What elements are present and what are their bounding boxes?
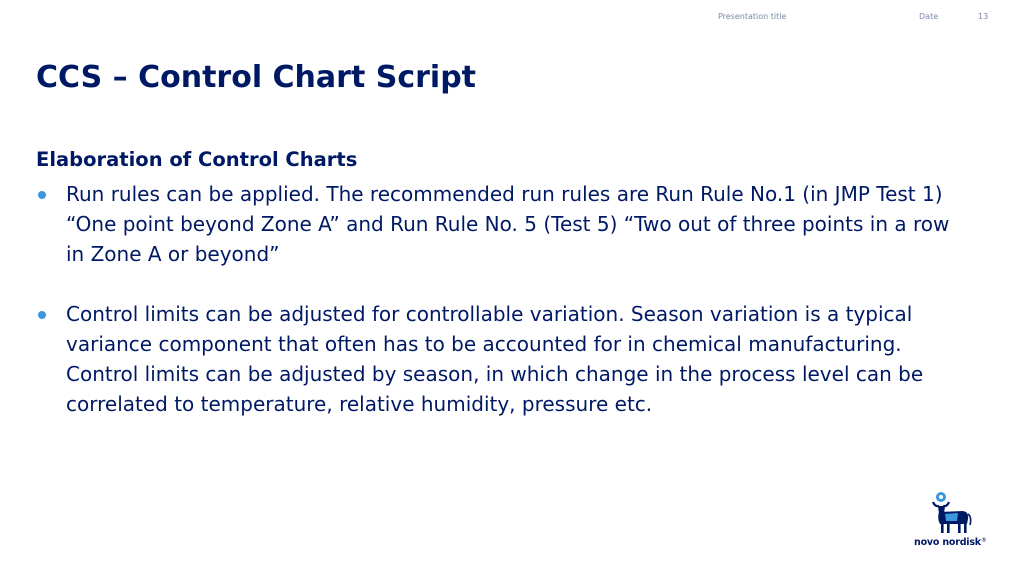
slide-content (36, 148, 966, 419)
section-heading: Elaboration of Control Charts (36, 148, 358, 171)
bullet-text: Run rules can be applied. The recommended run rules are Run Rule No.1 (in JMP Test 1) “One point beyond Zone A” and Run Rule No. 5 (Test 5) “Two out of three points in a row in Zone A or beyond” (66, 182, 950, 266)
bullet-dot-icon (38, 311, 46, 319)
slide-title: CCS – Control Chart Script (36, 60, 477, 95)
bullet-dot-icon (38, 191, 46, 199)
date-label: Date (919, 12, 939, 21)
page-number: 13 (978, 12, 989, 21)
bullet-item (36, 179, 966, 269)
registered-mark: ® (980, 537, 987, 544)
bullet-text: Control limits can be adjusted for controllable variation. Season variation is a typical variance component that often has to be accounted for in chemical manufacturing. Control limits can be adjusted by season, in which change in the process level can be correlated to temperature, relative humidity, pressure etc. (66, 302, 924, 416)
apis-bull-icon (914, 488, 996, 538)
logo-wordmark: novo nordisk (914, 537, 981, 548)
bullet-list (36, 179, 966, 419)
novo-nordisk-logo (914, 488, 996, 552)
bullet-item (36, 299, 966, 419)
presentation-title: Presentation title (718, 12, 787, 21)
